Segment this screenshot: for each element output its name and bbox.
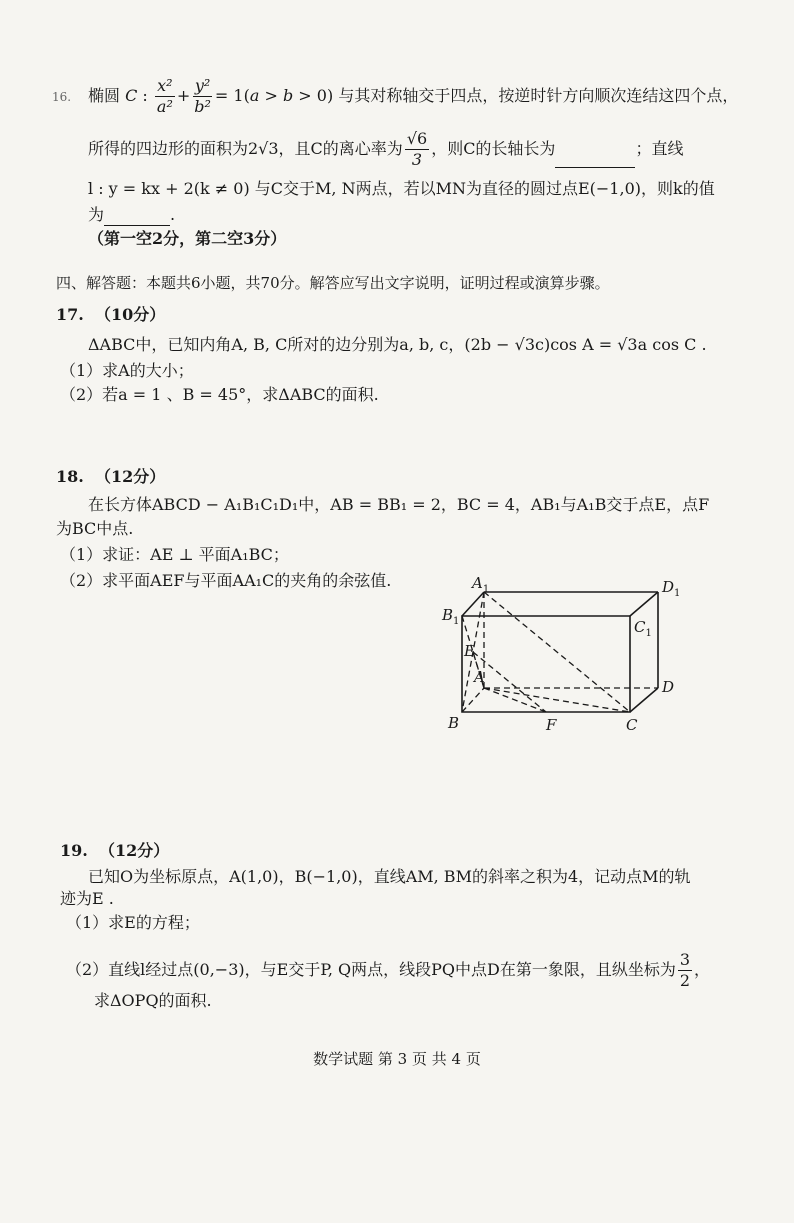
q17-header: 17. （10分） xyxy=(56,305,166,324)
label-B: B xyxy=(448,714,460,732)
question-number: 16. xyxy=(52,90,72,104)
q18-part2: （2）求平面AEF与平面AA₁C的夹角的余弦值. xyxy=(60,571,392,590)
label-D: D xyxy=(662,678,675,696)
q16-score: （第一空2分，第二空3分） xyxy=(88,229,287,248)
answer-blank[interactable] xyxy=(104,225,170,226)
q19-stem2: 迹为E . xyxy=(60,889,114,908)
q16-line1: 椭圆 C : $\frac{\text{x²}}{\text{a²}}$ + $\frac{\text{y²}}{\text{b²}}$ = 1(a > b > 0) 与其对称轴交于四点，按逆时针方向顺次连结这四个点， xyxy=(88,76,739,116)
q16-line3: l : y = kx + 2(k ≠ 0) 与C交于M, N两点，若以MN为直径的圆过点E(−1,0)，则k的值 xyxy=(88,179,715,198)
label-B1: $B_1$ xyxy=(442,606,460,627)
fraction: $\frac{\text{y²}}{\text{b²}}$ xyxy=(194,76,211,116)
q18-stem1: 在长方体ABCD − A₁B₁C₁D₁中，AB = BB₁ = 2，BC = 4，AB₁与A₁B交于点E，点F xyxy=(88,495,710,514)
q18-header: 18. （12分） xyxy=(56,467,166,486)
q16-line2: 所得的四边形的面积为2√3，且C的离心率为 $\frac{√6}{3}$ ，则C的长轴长为 ；直线 xyxy=(88,129,684,169)
q18-stem2: 为BC中点. xyxy=(56,519,134,538)
q19-part1: （1）求E的方程； xyxy=(66,913,200,932)
cuboid-figure xyxy=(430,570,690,740)
label-E: E xyxy=(464,642,475,660)
q16-line4: 为 . xyxy=(88,205,176,224)
fraction: $\frac{\text{x²}}{\text{a²}}$ xyxy=(156,76,173,116)
q17-part1: （1）求A的大小； xyxy=(60,361,194,380)
q19-header: 19. （12分） xyxy=(60,841,170,860)
page-footer: 数学试题 第 3 页 共 4 页 xyxy=(313,1050,481,1068)
q17-part2: （2）若a = 1 、B = 45°，求ΔABC的面积. xyxy=(60,385,379,404)
q17-stem: ΔABC中，已知内角A, B, C所对的边分别为a, b, c，(2b − √3c)cos A = √3a cos C . xyxy=(88,335,707,354)
q19-part2-line2: 求ΔOPQ的面积. xyxy=(94,991,212,1010)
q19-stem1: 已知O为坐标原点，A(1,0)，B(−1,0)，直线AM, BM的斜率之积为4，记动点M的轨 xyxy=(88,867,691,886)
label-A1: $A_1$ xyxy=(472,574,490,595)
section-heading: 四、解答题：本题共6小题，共70分。解答应写出文字说明，证明过程或演算步骤。 xyxy=(56,274,610,292)
answer-blank[interactable] xyxy=(555,167,635,168)
label-C1: $C_1$ xyxy=(634,618,652,639)
label-D1: $D_1$ xyxy=(662,578,681,599)
fraction: $\frac{√6}{3}$ xyxy=(406,129,428,169)
q18-part1: （1）求证：AE ⊥ 平面A₁BC； xyxy=(60,545,289,564)
fraction: $\frac{3}{2}$ xyxy=(679,950,691,990)
q19-part2: （2）直线l经过点(0,−3)，与E交于P, Q两点，线段PQ中点D在第一象限，且纵坐标为 $\frac{3}{2}$ ， xyxy=(66,950,711,990)
label-C: C xyxy=(626,716,638,734)
label-A: A xyxy=(474,668,485,686)
label-F: F xyxy=(546,716,557,734)
